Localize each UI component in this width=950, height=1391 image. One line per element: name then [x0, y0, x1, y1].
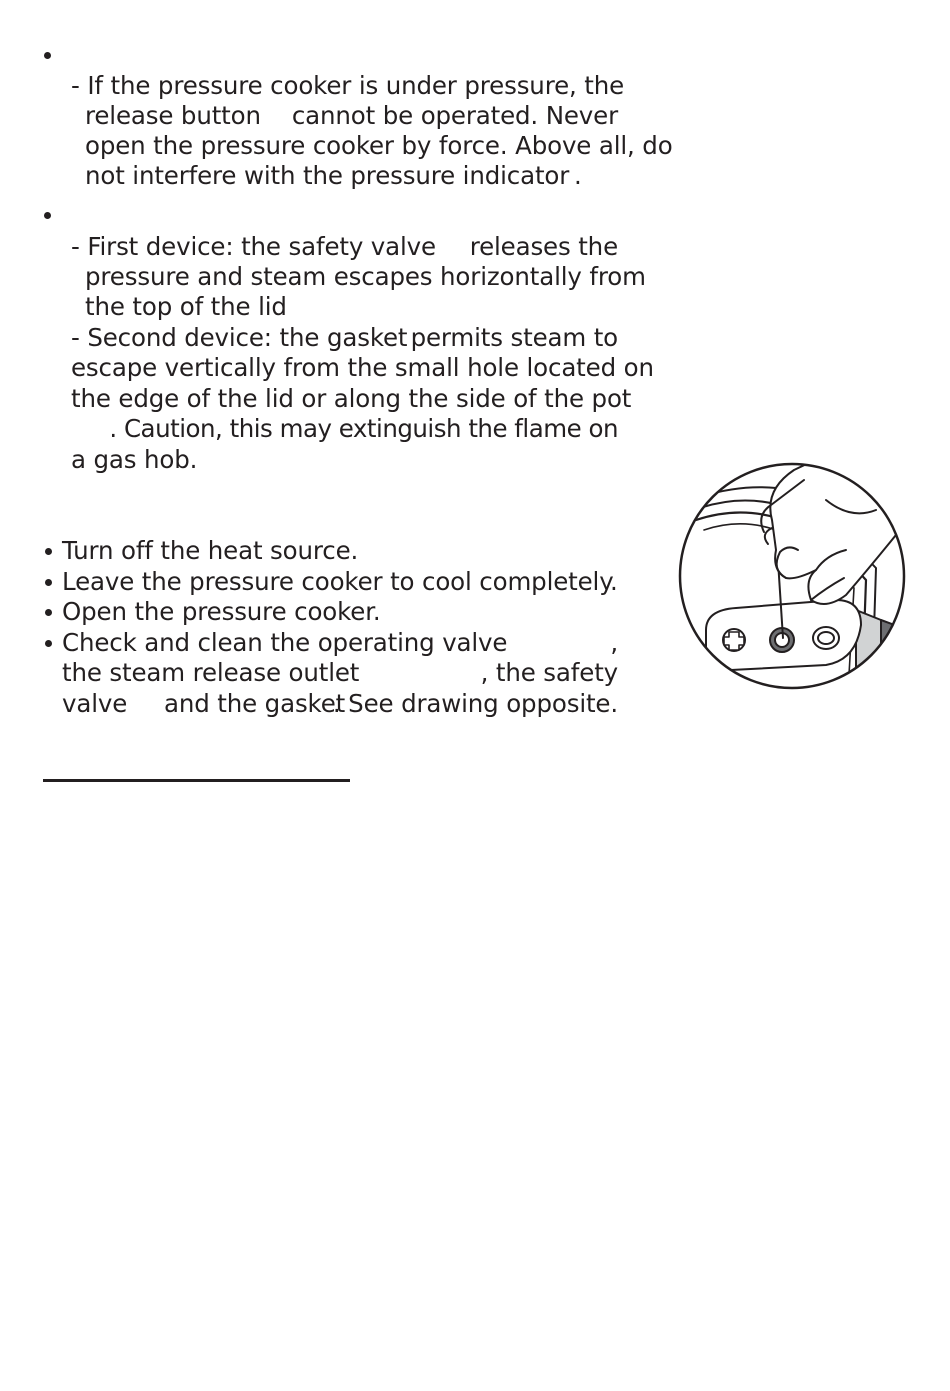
- step-check-clean-f: . See drawing opposite.: [332, 689, 618, 718]
- step-check-clean-comma: ,: [610, 628, 618, 657]
- section2-line6: the edge of the lid or along the side of the pot: [71, 384, 632, 413]
- section2-line1b: releases the: [469, 232, 618, 261]
- section1-line2b: cannot be operated. Never: [291, 101, 618, 130]
- section2-line5: escape vertically from the small hole located on: [71, 353, 654, 382]
- hand-cleaning-valve-icon: [676, 460, 908, 692]
- bullet-section2: [44, 212, 51, 219]
- section1-line4b: .: [574, 161, 582, 190]
- bullet-item1: [45, 548, 52, 555]
- section1-line1: - If the pressure cooker is under pressure, the: [71, 71, 625, 100]
- section2-line7: . Caution, this may extinguish the flame on: [109, 414, 618, 443]
- step-check-clean-d: valve: [62, 689, 128, 718]
- section2-line1a: - First device: the safety valve: [71, 232, 436, 261]
- section1-line3: open the pressure cooker by force. Above all, do: [85, 131, 673, 160]
- section1-line2a: release button: [85, 101, 261, 130]
- bullet-item4: [45, 640, 52, 647]
- section2-line3: the top of the lid: [85, 292, 287, 321]
- step-check-clean-c: , the safety: [480, 658, 618, 687]
- section2-line2: pressure and steam escapes horizontally from: [85, 262, 646, 291]
- step-leave-to-cool: Leave the pressure cooker to cool completely.: [62, 567, 618, 596]
- step-open-cooker: Open the pressure cooker.: [62, 597, 381, 626]
- section1-line4a: not interfere with the pressure indicator: [85, 161, 570, 190]
- step-check-clean-a: Check and clean the operating valve: [62, 628, 508, 657]
- bullet-item3: [45, 609, 52, 616]
- section2-line4b: permits steam to: [410, 323, 618, 352]
- step-check-clean-e: and the gasket: [164, 689, 346, 718]
- section-divider: [43, 779, 350, 782]
- step-check-clean-b: the steam release outlet: [62, 658, 360, 687]
- bullet-section1: [44, 52, 51, 59]
- section2-line4a: - Second device: the gasket: [71, 323, 408, 352]
- step-turn-off-heat: Turn off the heat source.: [62, 536, 359, 565]
- bullet-item2: [45, 579, 52, 586]
- section2-line8: a gas hob.: [71, 445, 198, 474]
